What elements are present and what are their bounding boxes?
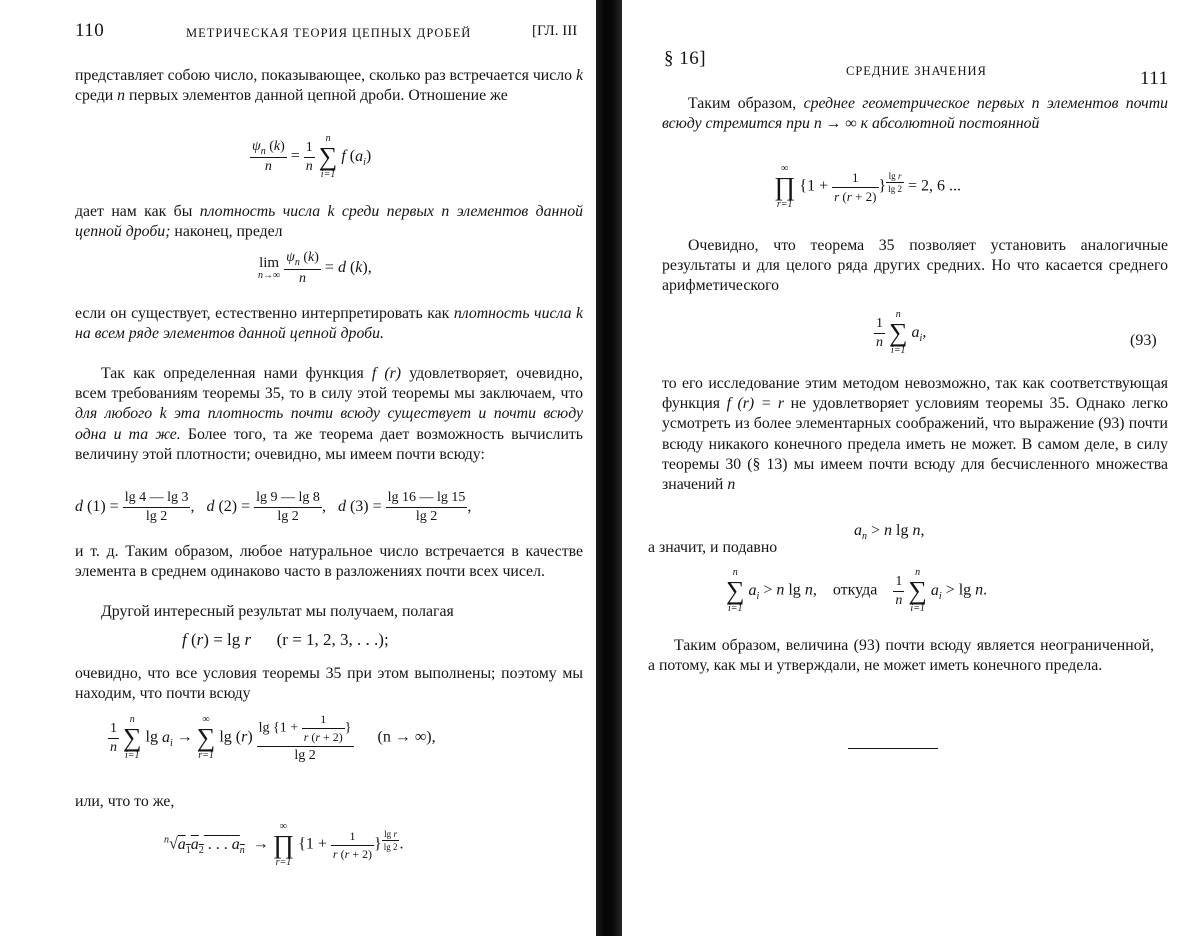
paragraph-r4: а значит, и подавно bbox=[648, 539, 778, 556]
formula-density-ratio: $\frac{\psi_n (k)}{n}$ = $\frac{1}{n}$ n ∑ i=1 f $(a_i)$ bbox=[252, 133, 372, 180]
running-title-right: СРЕДНИЕ ЗНАЧЕНИЯ bbox=[846, 64, 987, 78]
equation-number: (93) bbox=[1130, 332, 1157, 349]
paragraph-4: Так как определенная нами функция f (r) удовлетворяет, очевидно, всем требованиям теоремы 35, то в силу этой теоремы мы заключаем, что для любого k эта плотность почти всюду существует и почти всюду одна и та же. Более того, та же теорема дает возможность вычислить величину этой плотности; очевидно, мы имеем почти всюду: bbox=[75, 365, 584, 463]
formula-an-bound: $a_n > n$ lg n, bbox=[854, 522, 925, 543]
formula-khinchin-constant: ∞ ∏ r=1 {1 + $\frac{1}{r (r + 2)}$ } $^{\frac{\text{lg r}}{\lg 2}}$ = 2, 6 ... bbox=[774, 163, 961, 210]
paragraph-6: Другой интересный результат мы получаем, полагая bbox=[101, 603, 454, 620]
paragraph-r3: то его исследование этим методом невозможно, так как соответствующая функция f (r) = r не удовлетворяет условиям теоремы 35. Однако легко усмотреть из более элементарных соображений, что выражение (93) почти всюду никакого конечного предела иметь не может. В самом деле, в силу теоремы 30 (§ 13) мы имеем почти всюду для бесчисленного множества значений n bbox=[662, 375, 1168, 494]
paragraph-r1: Таким образом, среднее геометрическое первых n элементов почти всюду стремится при n → ∞ к абсолютной постоянной bbox=[662, 95, 1169, 133]
running-title-left: МЕТРИЧЕСКАЯ ТЕОРИЯ ЦЕПНЫХ ДРОБЕЙ bbox=[186, 26, 472, 40]
paragraph-r2: Очевидно, что теорема 35 позволяет установить аналогичные результаты и для целого ряда других средних. Но что касается среднего арифметического bbox=[662, 237, 1168, 295]
formula-arithmetic-mean: $\frac{1}{n}$ n ∑ i=1 $a_i$, bbox=[876, 309, 927, 356]
paragraph-r5: Таким образом, величина (93) почти всюду является неограниченной, а потому, как мы и утверждали, не может иметь конечного предела. bbox=[648, 637, 1154, 675]
formula-density-limit: lim n→∞ $\frac{\psi_n (k)}{n}$ = d (k), bbox=[258, 250, 372, 286]
paragraph-8: или, что то же, bbox=[75, 793, 175, 810]
page-number-left: 110 bbox=[75, 20, 105, 41]
formula-density-values: d (1) = $\frac{\lg 4 — \lg 3}{\lg 2}$ , d (2) = $\frac{\lg 9 — \lg 8}{\lg 2}$ , d (3) = $\frac{\lg 16 — \lg 15}{\lg 2}$ , bbox=[75, 490, 472, 524]
left-page bbox=[0, 0, 596, 936]
book-gutter bbox=[596, 0, 622, 936]
right-page bbox=[622, 0, 1200, 936]
section-mark: § 16] bbox=[664, 48, 707, 69]
formula-log-function: f (r) = lg r (r = 1, 2, 3, . . .); bbox=[182, 630, 389, 649]
formula-geometric-log-limit: $\frac{1}{n}$ n ∑ i=1 $\lg a_i$ → ∞ ∑ r=1 lg (r) lg {1 + $\frac{1}{r (r + 2)}$ } lg 2 (n → ∞), bbox=[110, 712, 436, 763]
paragraph-7: очевидно, что все условия теоремы 35 при этом выполнены; поэтому мы находим, что почти всюду bbox=[75, 665, 583, 703]
paragraph-3: если он существует, естественно интерпретировать как плотность числа k на всем ряде элементов данной цепной дроби. bbox=[75, 305, 584, 343]
formula-geometric-mean-product: $^n√a_1a_2$ . . . $a_n$ → ∞ ∏ r=1 {1 + $\frac{1}{r (r + 2)}$ } $^{\frac{\text{lg r}}{\lg 2}}$ . bbox=[164, 821, 404, 868]
paragraph-1: представляет собою число, показывающее, сколько раз встречается число k среди n первых элементов данной цепной дроби. Отношение же bbox=[75, 67, 583, 105]
end-rule bbox=[848, 748, 938, 749]
page-number-right: 111 bbox=[1140, 68, 1169, 89]
paragraph-5: и т. д. Таким образом, любое натуральное число встречается в качестве элемента в среднем одинаково часто в разложениях почти всех чисел. bbox=[75, 543, 583, 581]
chapter-mark: [ГЛ. III bbox=[532, 23, 578, 39]
paragraph-2: дает нам как бы плотность числа k среди первых n элементов данной цепной дроби; наконец, предел bbox=[75, 203, 584, 241]
formula-sum-bounds: n ∑ i=1 $a_i > n$ lg n, откуда $\frac{1}{n}$ n ∑ i=1 $a_i > \lg n$. bbox=[726, 567, 988, 614]
